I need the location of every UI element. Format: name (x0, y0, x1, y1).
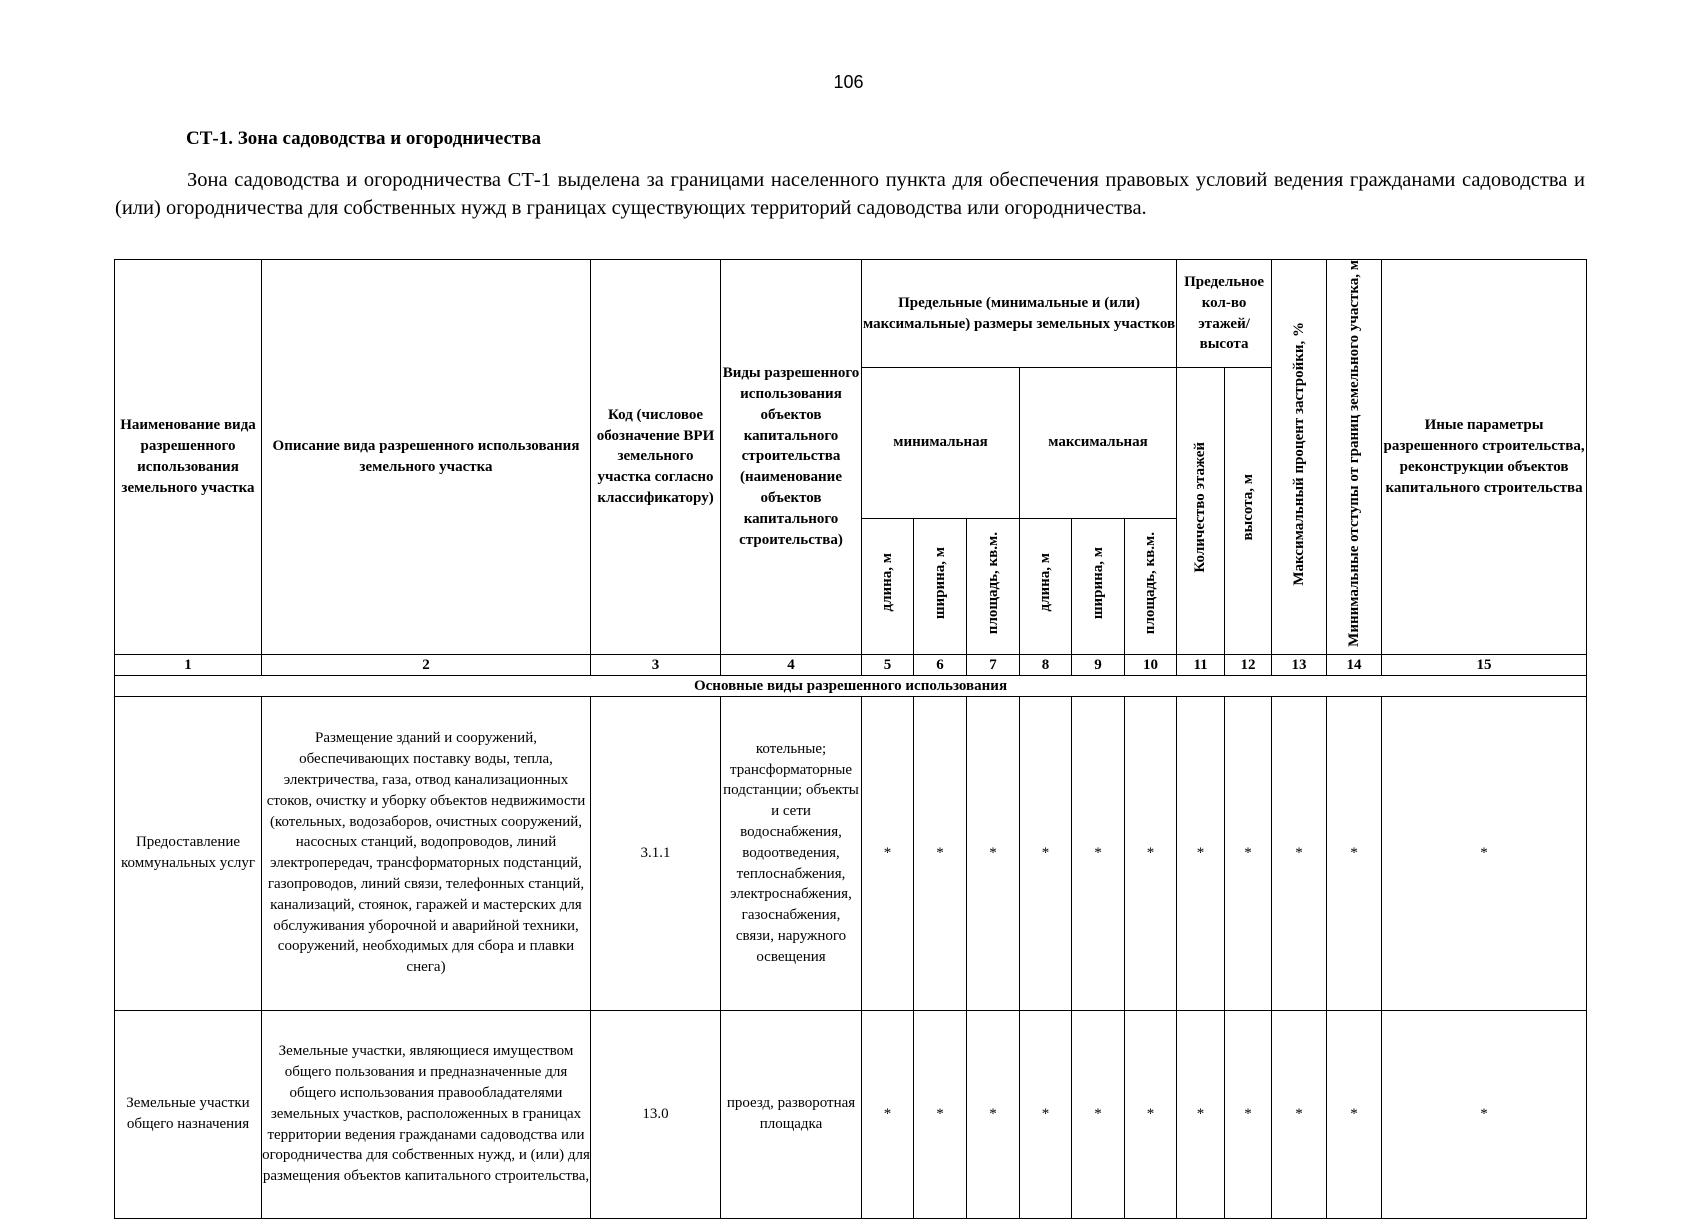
section-title: СТ-1. Зона садоводства и огородничества (186, 128, 542, 149)
cell-description: Размещение зданий и сооружений, обеспечивающих поставку воды, тепла, электричества, газа, отвод канализационных стоков, очистку и уборку объектов недвижимости (котельных, водозаборов, очистных сооружений, насосных станций, водопроводов, линий электропередач, трансформаторных подстанций, газопроводов, линий связи, телефонных станций, канализаций, стоянок, гаражей и мастерских для обслуживания уборочной и аварийной техники, сооружений, необходимых для сбора и плавки снега) (262, 696, 591, 1010)
cell-name: Земельные участки общего назначения (115, 1010, 262, 1218)
cell-objects: проезд, разворотная площадка (721, 1010, 862, 1218)
cell-value: * (1072, 1010, 1125, 1218)
header-maximal: максимальная (1020, 368, 1177, 519)
cell-value: * (967, 696, 1020, 1010)
column-number: 11 (1177, 654, 1225, 675)
cell-value: * (1327, 1010, 1382, 1218)
cell-value: * (1125, 1010, 1177, 1218)
page-number: 106 (833, 72, 864, 92)
cell-value: * (1020, 696, 1072, 1010)
header-max-width: ширина, м (1089, 546, 1106, 619)
column-number: 12 (1225, 654, 1272, 675)
column-number: 7 (967, 654, 1020, 675)
cell-value: * (1272, 1010, 1327, 1218)
header-min-length: длина, м (879, 553, 896, 612)
cell-value: * (914, 696, 967, 1010)
header-height: высота, м (1239, 474, 1256, 541)
cell-value: * (1177, 1010, 1225, 1218)
cell-value: * (967, 1010, 1020, 1218)
cell-value: * (1382, 1010, 1587, 1218)
cell-value: * (1272, 696, 1327, 1010)
column-number: 9 (1072, 654, 1125, 675)
cell-value: * (914, 1010, 967, 1218)
cell-value: * (1125, 696, 1177, 1010)
cell-value: * (1072, 696, 1125, 1010)
column-number: 10 (1125, 654, 1177, 675)
cell-value: * (1382, 696, 1587, 1010)
header-description: Описание вида разрешенного использования земельного участка (262, 260, 591, 655)
header-limits: Предельные (минимальные и (или) максимальные) размеры земельных участков (862, 260, 1177, 368)
cell-value: * (862, 1010, 914, 1218)
column-number-row (115, 654, 1587, 675)
column-number: 8 (1020, 654, 1072, 675)
header-name: Наименование вида разрешенного использования земельного участка (115, 260, 262, 655)
cell-value: * (862, 696, 914, 1010)
cell-name: Предоставление коммунальных услуг (115, 696, 262, 1010)
cell-code: 3.1.1 (591, 696, 721, 1010)
header-code: Код (числовое обозначение ВРИ земельного участка согласно классификатору) (591, 260, 721, 655)
cell-description: Земельные участки, являющиеся имуществом общего пользования и предназначенные для общего использования правообладателями земельных участков, расположенных в границах территории ведения гражданами садоводства или огородничества для собственных нужд, и (или) для размещения объектов капитального строительства, (262, 1010, 591, 1218)
header-max-length: длина, м (1037, 553, 1054, 612)
cell-value: * (1225, 696, 1272, 1010)
header-other: Иные параметры разрешенного строительства, реконструкции объектов капитального строительства (1382, 260, 1587, 655)
header-max-build: Максимальный процент застройки, % (1290, 321, 1307, 586)
header-objects: Виды разрешенного использования объектов капитального строительства (наименование объектов капитального строительства) (721, 260, 862, 655)
column-number: 14 (1327, 654, 1382, 675)
cell-value: * (1177, 696, 1225, 1010)
header-floors-group: Предельное кол-во этажей/ высота (1177, 260, 1272, 368)
header-min-width: ширина, м (931, 546, 948, 619)
header-min-area: площадь, кв.м. (984, 531, 1001, 634)
intro-paragraph: Зона садоводства и огородничества СТ-1 выделена за границами населенного пункта для обеспечения правовых условий ведения гражданами садоводства и (или) огородничества для собственных нужд в границах существующих территорий садоводства или огородничества. (115, 169, 1585, 219)
zoning-table (114, 259, 1587, 1219)
cell-objects: котельные; трансформаторные подстанции; объекты и сети водоснабжения, водоотведения, теплоснабжения, электроснабжения, газоснабжения, связи, наружного освещения (721, 696, 862, 1010)
header-floors: Количество этажей (1192, 442, 1209, 573)
cell-value: * (1225, 1010, 1272, 1218)
column-number: 3 (591, 654, 721, 675)
column-number: 1 (115, 654, 262, 675)
header-minimal: минимальная (862, 368, 1020, 519)
cell-value: * (1327, 696, 1382, 1010)
column-number: 15 (1382, 654, 1587, 675)
column-number: 5 (862, 654, 914, 675)
header-min-setback: Минимальные отступы от границ земельного участка, м (1345, 260, 1362, 647)
column-number: 13 (1272, 654, 1327, 675)
section-label: Основные виды разрешенного использования (115, 675, 1587, 696)
cell-code: 13.0 (591, 1010, 721, 1218)
column-number: 4 (721, 654, 862, 675)
column-number: 2 (262, 654, 591, 675)
column-number: 6 (914, 654, 967, 675)
cell-value: * (1020, 1010, 1072, 1218)
table-row (115, 696, 1587, 1010)
header-max-area: площадь, кв.м. (1142, 531, 1159, 634)
table-row (115, 1010, 1587, 1218)
